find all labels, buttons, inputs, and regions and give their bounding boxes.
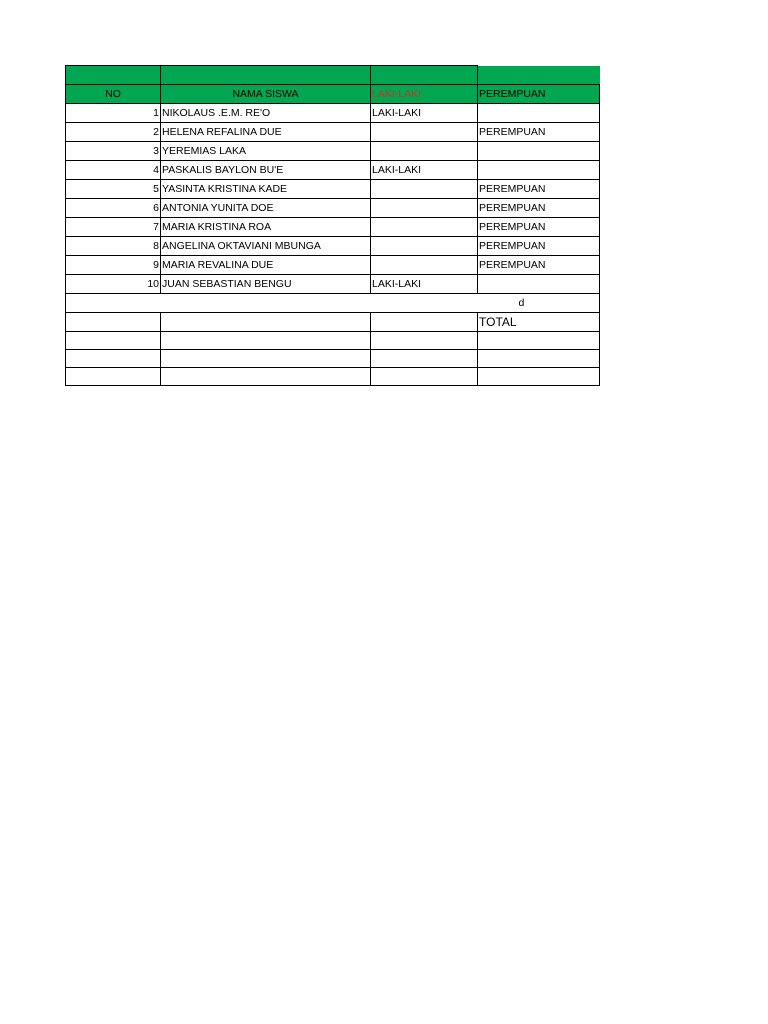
row-name[interactable]: YASINTA KRISTINA KADE	[161, 180, 371, 199]
header-male[interactable]: LAKI-LAKI	[371, 85, 478, 104]
row-female[interactable]: PEREMPUAN	[478, 123, 600, 142]
row-male[interactable]	[371, 237, 478, 256]
empty-cell[interactable]	[478, 350, 600, 368]
row-female[interactable]: PEREMPUAN	[478, 199, 600, 218]
table-row	[66, 123, 600, 142]
row-male[interactable]	[371, 199, 478, 218]
row-male[interactable]	[371, 256, 478, 275]
student-table	[65, 65, 600, 386]
row-male[interactable]	[371, 123, 478, 142]
row-no[interactable]: 6	[66, 199, 161, 218]
empty-cell[interactable]	[371, 350, 478, 368]
spreadsheet-area	[65, 65, 599, 386]
row-name[interactable]: HELENA REFALINA DUE	[161, 123, 371, 142]
empty-row	[66, 368, 600, 386]
header-top-cell-female[interactable]	[478, 66, 600, 85]
gap-note-cell[interactable]	[478, 294, 600, 313]
total-label[interactable]: TOTAL	[478, 313, 600, 332]
header-row	[66, 85, 600, 104]
row-no[interactable]: 9	[66, 256, 161, 275]
row-name[interactable]: ANTONIA YUNITA DOE	[161, 199, 371, 218]
row-no[interactable]: 4	[66, 161, 161, 180]
empty-row	[66, 332, 600, 350]
row-no[interactable]: 3	[66, 142, 161, 161]
row-female[interactable]: PEREMPUAN	[478, 218, 600, 237]
empty-cell[interactable]	[478, 332, 600, 350]
row-male[interactable]: LAKI-LAKI	[371, 275, 478, 294]
table-row	[66, 275, 600, 294]
row-female[interactable]	[478, 104, 600, 123]
table-row	[66, 161, 600, 180]
row-male[interactable]: LAKI-LAKI	[371, 161, 478, 180]
row-no[interactable]: 5	[66, 180, 161, 199]
row-male[interactable]	[371, 142, 478, 161]
gap-row	[66, 294, 600, 313]
empty-cell[interactable]	[66, 332, 161, 350]
gap-note: d	[518, 297, 525, 309]
row-male[interactable]	[371, 218, 478, 237]
empty-cell[interactable]	[161, 350, 371, 368]
table-row	[66, 104, 600, 123]
row-name[interactable]: MARIA KRISTINA ROA	[161, 218, 371, 237]
table-row	[66, 218, 600, 237]
row-no[interactable]: 1	[66, 104, 161, 123]
row-female[interactable]: PEREMPUAN	[478, 237, 600, 256]
empty-cell[interactable]	[66, 368, 161, 386]
header-top-cell-name[interactable]	[161, 66, 371, 85]
row-name[interactable]: MARIA REVALINA DUE	[161, 256, 371, 275]
empty-cell[interactable]	[161, 313, 371, 332]
gap-cell[interactable]	[66, 294, 161, 313]
empty-cell[interactable]	[161, 368, 371, 386]
row-no[interactable]: 7	[66, 218, 161, 237]
total-row	[66, 313, 600, 332]
empty-cell[interactable]	[371, 313, 478, 332]
table-row	[66, 256, 600, 275]
row-male[interactable]	[371, 180, 478, 199]
empty-cell[interactable]	[66, 313, 161, 332]
header-name[interactable]: NAMA SISWA	[161, 85, 371, 104]
gap-cell[interactable]	[371, 294, 478, 313]
row-name[interactable]: YEREMIAS LAKA	[161, 142, 371, 161]
empty-cell[interactable]	[161, 332, 371, 350]
row-name[interactable]: PASKALIS BAYLON BU'E	[161, 161, 371, 180]
row-female[interactable]	[478, 142, 600, 161]
row-female[interactable]: PEREMPUAN	[478, 180, 600, 199]
row-name[interactable]: ANGELINA OKTAVIANI MBUNGA	[161, 237, 371, 256]
row-female[interactable]	[478, 161, 600, 180]
row-female[interactable]	[478, 275, 600, 294]
gap-cell[interactable]	[161, 294, 371, 313]
header-no[interactable]: NO	[66, 85, 161, 104]
header-top-cell-no[interactable]	[66, 66, 161, 85]
table-row	[66, 142, 600, 161]
table-row	[66, 180, 600, 199]
header-top-cell-male[interactable]	[371, 66, 478, 85]
row-name[interactable]: JUAN SEBASTIAN BENGU	[161, 275, 371, 294]
table-row	[66, 199, 600, 218]
header-top-row	[66, 66, 600, 85]
row-male[interactable]: LAKI-LAKI	[371, 104, 478, 123]
row-no[interactable]: 10	[66, 275, 161, 294]
table-row	[66, 237, 600, 256]
empty-cell[interactable]	[371, 332, 478, 350]
empty-cell[interactable]	[66, 350, 161, 368]
empty-cell[interactable]	[371, 368, 478, 386]
row-female[interactable]: PEREMPUAN	[478, 256, 600, 275]
empty-cell[interactable]	[478, 368, 600, 386]
row-no[interactable]: 2	[66, 123, 161, 142]
row-name[interactable]: NIKOLAUS .E.M. RE'O	[161, 104, 371, 123]
row-no[interactable]: 8	[66, 237, 161, 256]
empty-row	[66, 350, 600, 368]
header-female[interactable]: PEREMPUAN	[478, 85, 600, 104]
